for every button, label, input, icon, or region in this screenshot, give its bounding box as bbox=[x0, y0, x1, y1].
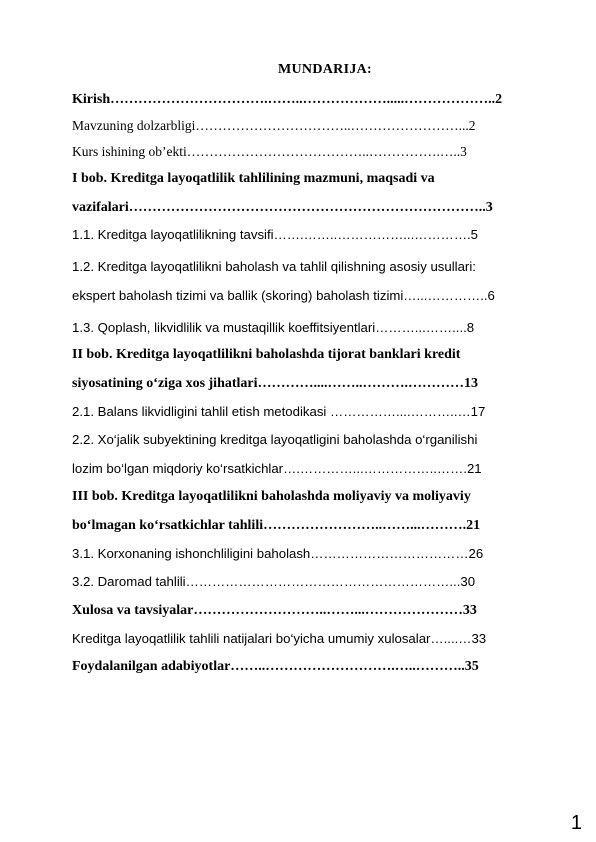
toc-entry-1-2-line-1: 1.2. Kreditga layoqatlilikni baholash va tahlil qilishning asosiy usullari: bbox=[72, 259, 476, 274]
toc-entry-object: Kurs ishining ob’ekti…………………………………..…………….…..3 bbox=[72, 144, 467, 159]
toc-entry-1-3: 1.3. Qoplash, likvidlilik va mustaqillik koeffitsiyentlari………...……....8 bbox=[72, 320, 475, 335]
toc-entry-chapter-3-line-2: bo‘lmagan ko‘rsatkichlar tahlili……………………..……...……….21 bbox=[72, 518, 481, 533]
toc-entry-introduction: Kirish…………………………….……..……………….....………………..2 bbox=[72, 92, 503, 107]
toc-entry-general-conclusions: Kreditga layoqatlilik tahlili natijalari bo‘yicha umumiy xulosalar…....…33 bbox=[72, 631, 487, 646]
toc-entry-references: Foydalanilgan adabiyotlar……..……………………….…..………..35 bbox=[72, 659, 479, 674]
toc-title: MUNDARIJA: bbox=[278, 62, 372, 77]
toc-entry-conclusions: Xulosa va tavsiyalar………………………..……...…………………33 bbox=[72, 603, 477, 618]
toc-entry-relevance: Mavzuning dolzarbligi……………………………..……………………...2 bbox=[72, 118, 476, 133]
toc-entry-chapter-2-line-2: siyosatining o‘ziga xos jihatlari…………....……..……….…………13 bbox=[72, 376, 479, 391]
page-number: 1 bbox=[570, 812, 582, 834]
toc-entry-1-1: 1.1. Kreditga layoqatlilikning tavsifi…….……..……………...………….5 bbox=[72, 227, 479, 242]
toc-entry-chapter-2-line-1: II bob. Kreditga layoqatlilikni baholashda tijorat banklari kredit bbox=[72, 347, 461, 362]
toc-entry-3-1: 3.1. Korxonaning ishonchliligini baholash………………………………26 bbox=[72, 546, 484, 561]
toc-entry-chapter-3-line-1: III bob. Kreditga layoqatlilikni baholashda moliyaviy va moliyaviy bbox=[72, 489, 471, 504]
toc-entry-chapter-1-line-2: vazifalari…………………………………………………………………..3 bbox=[72, 200, 493, 215]
toc-entry-2-2-line-2: lozim bo‘lgan miqdoriy ko‘rsatkichlar….…………...……………..…….21 bbox=[72, 461, 482, 476]
toc-entry-2-2-line-1: 2.2. Xo‘jalik subyektining kreditga layoqatligini baholashda o‘rganilishi bbox=[72, 432, 478, 447]
toc-entry-3-2: 3.2. Daromad tahlili……………………………………………………...30 bbox=[72, 574, 476, 589]
toc-entry-1-2-line-2: ekspert baholash tizimi va ballik (skoring) baholash tizimi…...…………..6 bbox=[72, 288, 495, 303]
toc-entry-chapter-1-line-1: I bob. Kreditga layoqatlilik tahlilining mazmuni, maqsadi va bbox=[72, 171, 435, 186]
toc-entry-2-1: 2.1. Balans likvidligini tahlil etish metodikasi ……………....………..…17 bbox=[72, 404, 486, 419]
